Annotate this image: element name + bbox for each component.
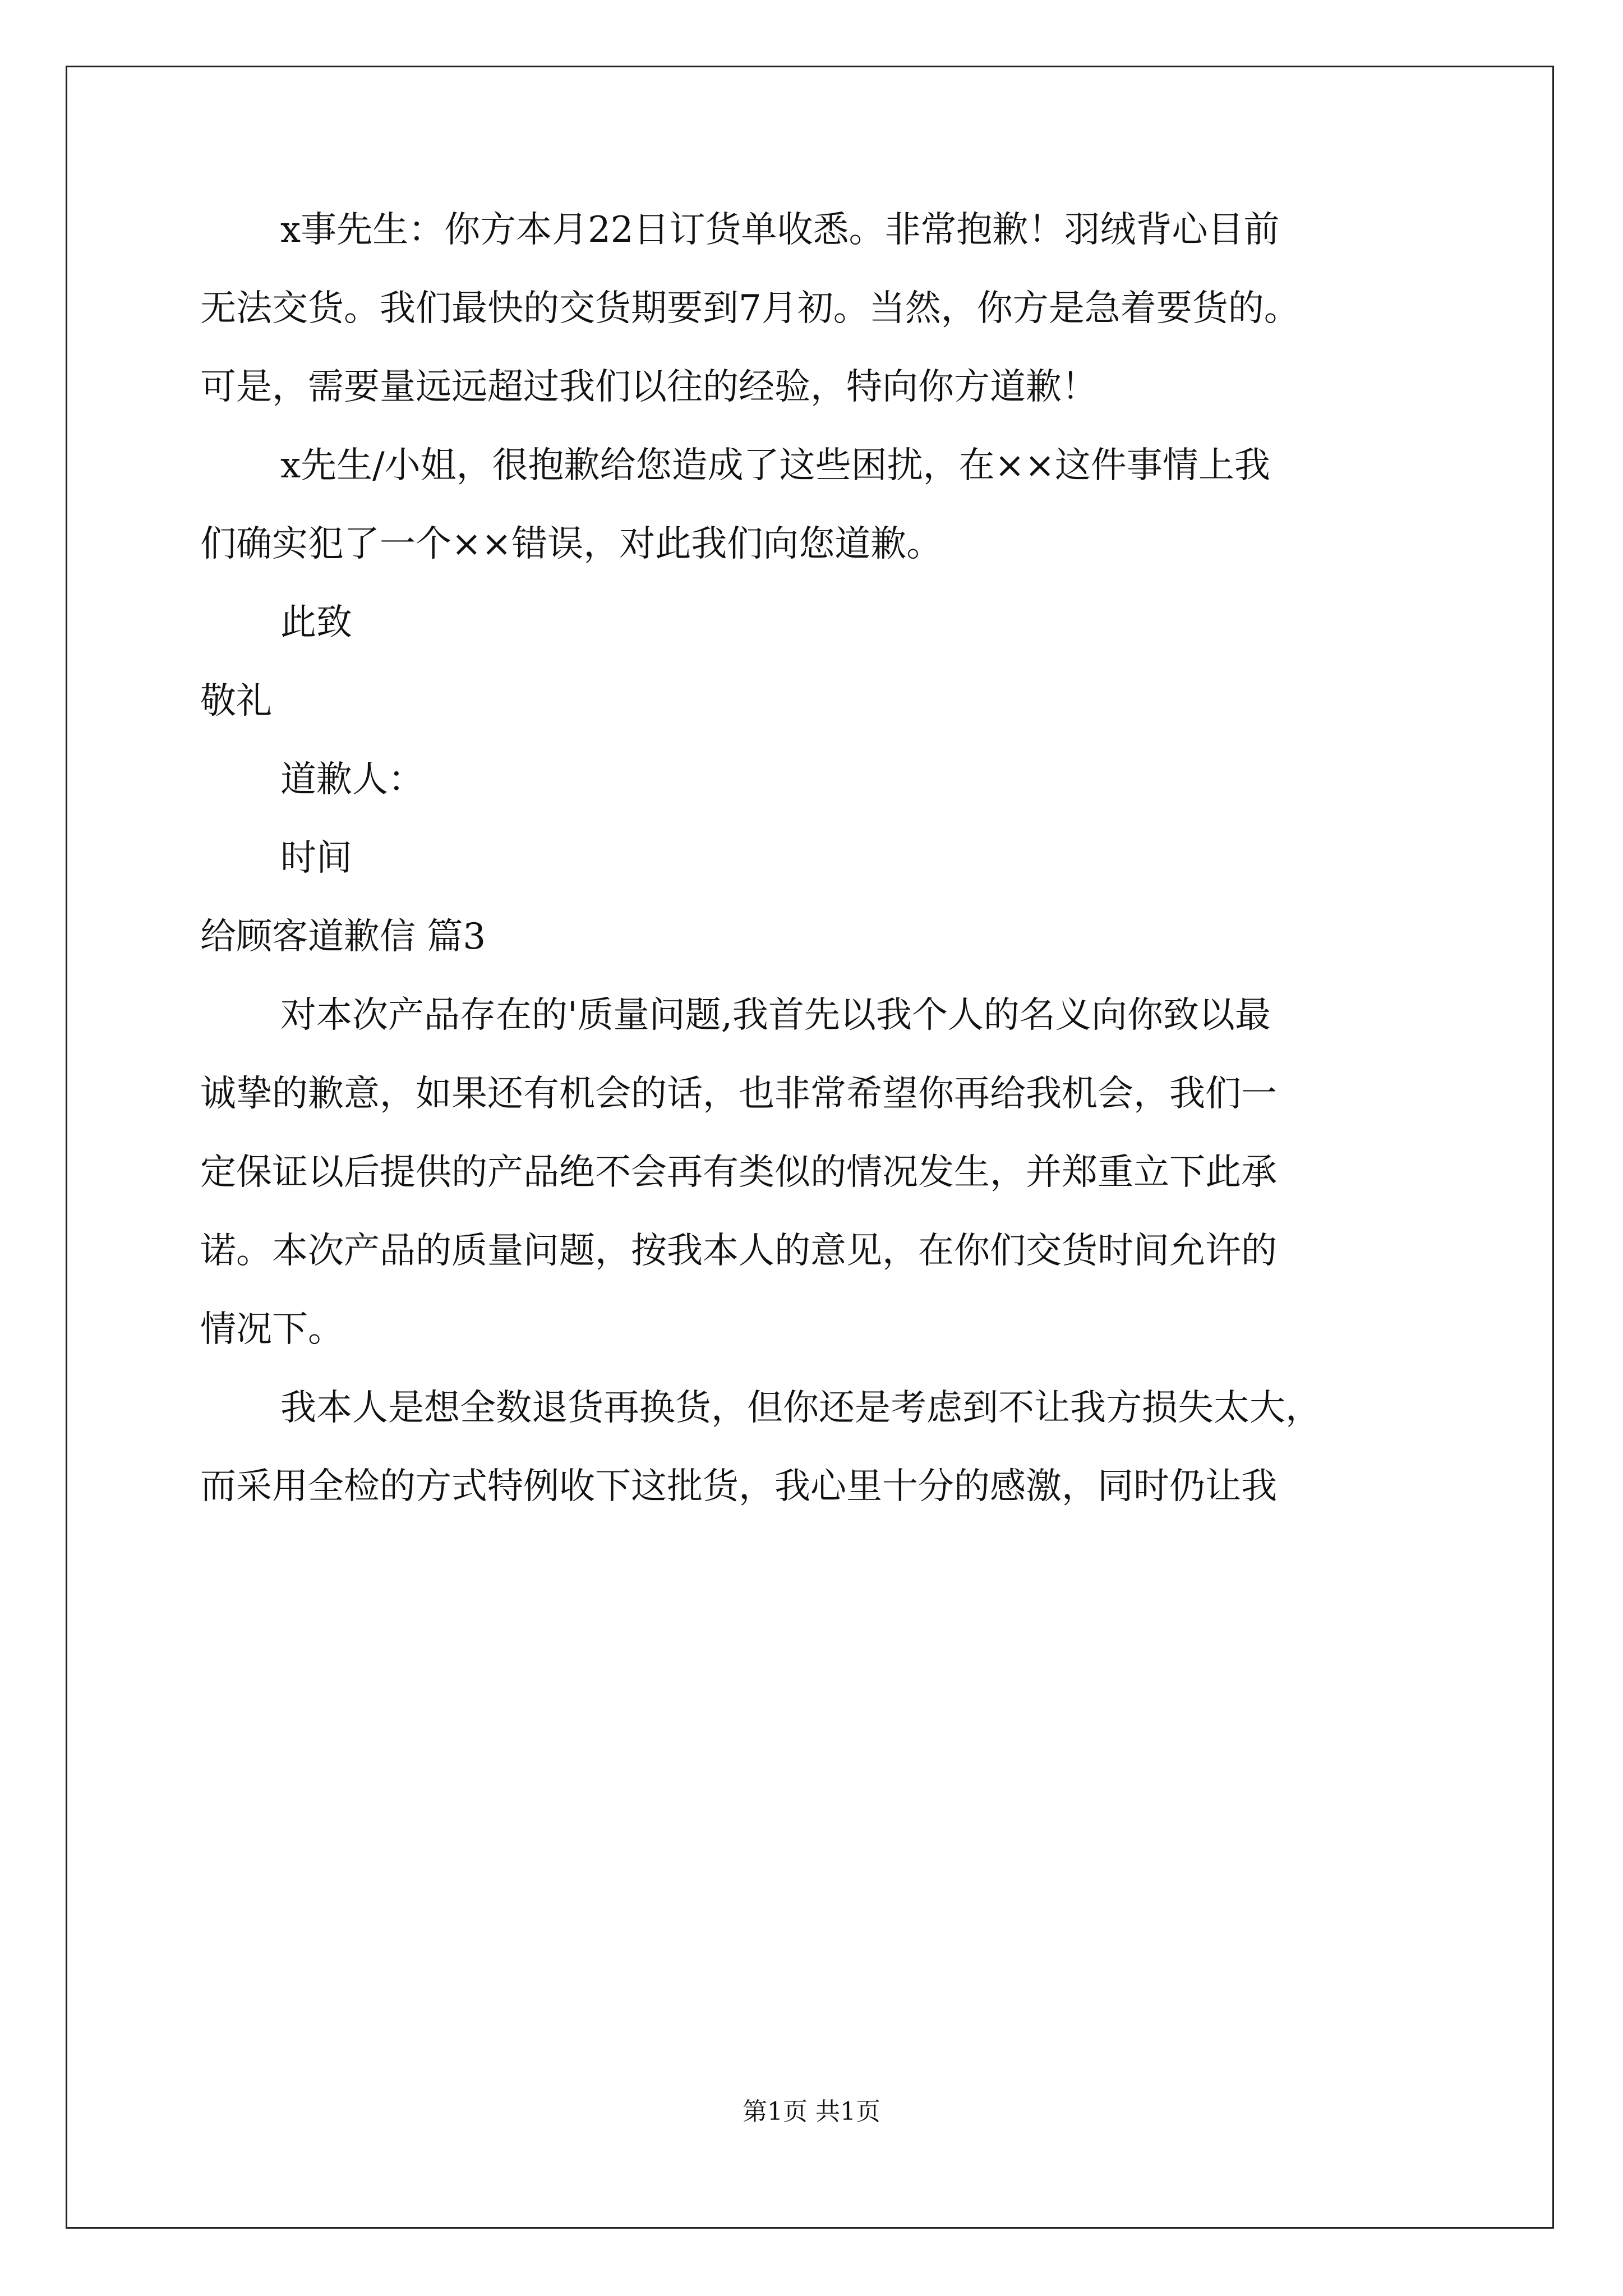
text-line: 我本人是想全数退货再换货，但你还是考虑到不让我方损失太大， [280, 1387, 1321, 1429]
text-line: 此致 [280, 602, 352, 643]
text-line: 而采用全检的方式特例收下这批货，我心里十分的感激，同时仍让我 [200, 1466, 1277, 1507]
section-heading: 给顾客道歉信 篇3 [200, 916, 486, 958]
text-line: 诚挚的歉意，如果还有机会的话，也非常希望你再给我机会，我们一 [200, 1073, 1277, 1115]
text-line: 可是，需要量远远超过我们以往的经验，特向你方道歉！ [200, 366, 1098, 408]
page-footer: 第1页 共1页 [743, 2097, 880, 2126]
text-line: 情况下。 [200, 1309, 344, 1350]
text-line: 定保证以后提供的产品绝不会再有类似的情况发生，并郑重立下此承 [200, 1152, 1277, 1193]
text-line: x事先生：你方本月22日订货单收悉。非常抱歉！羽绒背心目前 [280, 209, 1280, 251]
text-line: 时间 [280, 838, 352, 879]
text-line: 对本次产品存在的'质量问题,我首先以我个人的名义向你致以最 [280, 995, 1271, 1036]
text-line: 无法交货。我们最快的交货期要到7月初。当然，你方是急着要货的。 [200, 288, 1300, 329]
text-line: 道歉人： [280, 759, 424, 800]
text-line: 敬礼 [200, 680, 272, 722]
text-line: 们确实犯了一个××错误，对此我们向您道歉。 [200, 523, 943, 565]
text-line: x先生/小姐，很抱歉给您造成了这些困扰，在××这件事情上我 [280, 445, 1270, 486]
text-line: 诺。本次产品的质量问题，按我本人的意见，在你们交货时间允许的 [200, 1230, 1277, 1272]
